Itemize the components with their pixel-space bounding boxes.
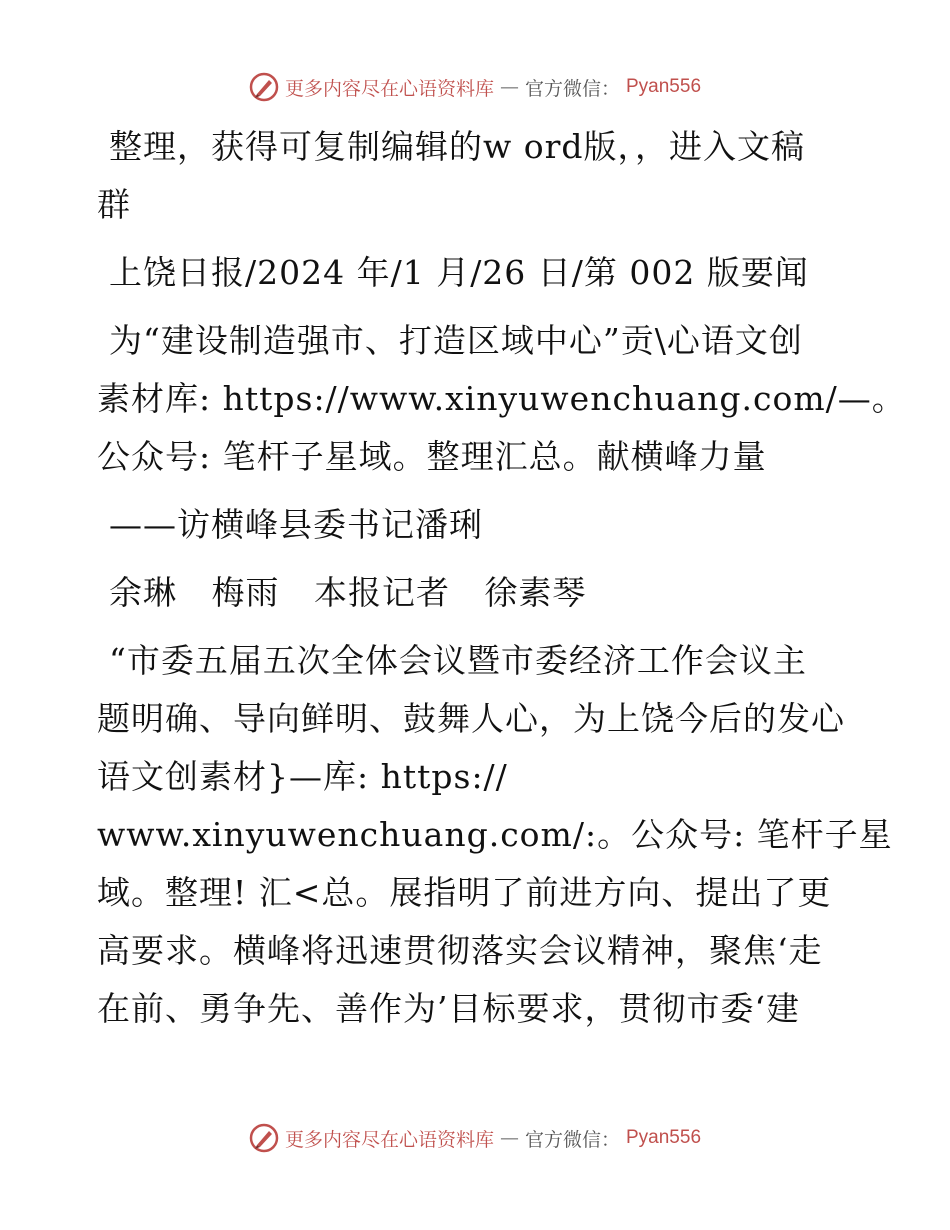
watermark-id: Pyan556 xyxy=(626,76,702,97)
text-line: “市委五届五次全体会议暨市委经济工作会议主 xyxy=(109,641,807,680)
paragraph-source xyxy=(97,244,877,302)
text-line: 整理，获得可复制编辑的w ord版，，进入文稿 xyxy=(109,127,806,166)
document-body xyxy=(97,118,906,1038)
paragraph-title xyxy=(97,312,906,486)
text-line: 上饶日报/2024 年/1 月/26 日/第 002 版要闻 xyxy=(109,253,809,292)
watermark-dash: — xyxy=(499,76,519,98)
text-line: 域。整理! 汇<总。展指明了前进方向、提出了更 xyxy=(97,873,832,912)
paragraph-subtitle xyxy=(97,496,877,554)
text-line: www.xinyuwenchuang.com/:。公众号: 笔杆子星 xyxy=(97,815,893,854)
text-line: 语文创素材}—库: https:// xyxy=(97,757,508,796)
text-line: 群 xyxy=(97,185,131,224)
text-line: 为“建设制造强市、打造区域中心”贡\心语文创 xyxy=(109,321,803,360)
text-line: 素材库: https://www.xinyuwenchuang.com/—。 xyxy=(97,379,906,418)
watermark-site: 官方微信： xyxy=(524,1128,620,1151)
pen-logo-icon xyxy=(249,72,279,102)
pen-logo-icon xyxy=(249,1123,279,1153)
text-line: ——访横峰县委书记潘琍 xyxy=(109,505,483,544)
text-line: 题明确、导向鲜明、鼓舞人心，为上饶今后的发心 xyxy=(97,699,845,738)
text-line: 在前、勇争先、善作为’目标要求，贯彻市委‘建 xyxy=(97,989,800,1028)
text-line: 高要求。横峰将迅速贯彻落实会议精神，聚焦‘走 xyxy=(97,931,823,970)
paragraph-intro xyxy=(97,118,877,234)
text-line: 公众号: 笔杆子星域。整理汇总。献横峰力量 xyxy=(97,437,767,476)
watermark-dash: — xyxy=(499,1127,519,1149)
paragraph-byline xyxy=(97,564,877,622)
watermark-text: 更多内容尽在心语资料库 xyxy=(284,77,494,100)
watermark-site: 官方微信： xyxy=(524,77,620,100)
watermark-id: Pyan556 xyxy=(626,1127,702,1148)
footer-watermark xyxy=(0,1123,950,1153)
watermark-text: 更多内容尽在心语资料库 xyxy=(284,1128,494,1151)
paragraph-body xyxy=(97,632,893,1038)
header-watermark xyxy=(0,72,950,102)
text-line: 余琳 梅雨 本报记者 徐素琴 xyxy=(109,573,587,612)
